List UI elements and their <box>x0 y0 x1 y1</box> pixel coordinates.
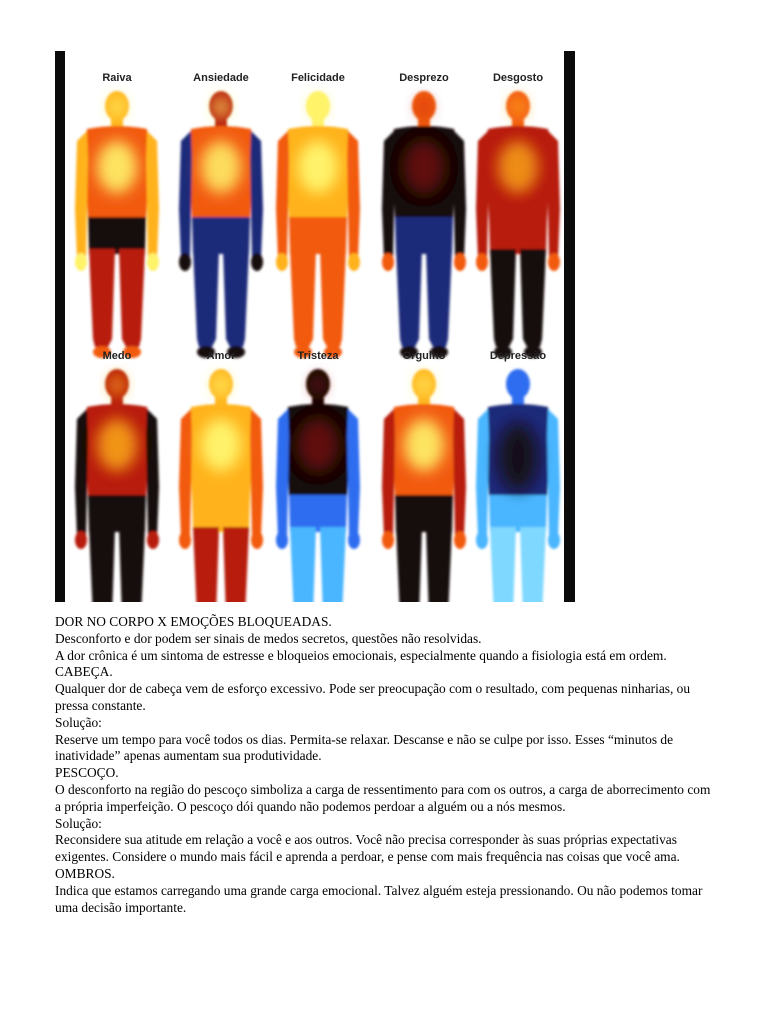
body-part-leg-r <box>119 527 145 602</box>
article-text <box>55 614 715 916</box>
body-part-leg-r <box>119 249 145 347</box>
body-silhouette-medo <box>75 369 159 602</box>
body-part-hand-l <box>382 531 394 549</box>
body-part-arm-r <box>453 131 466 259</box>
body-part-hand-r <box>147 253 159 271</box>
body-part-leg-l <box>290 249 316 347</box>
body-part-arm-r <box>347 409 360 537</box>
body-silhouette-ansiedade <box>179 91 263 358</box>
chest-heat-glow <box>201 419 241 471</box>
head-heat-glow <box>212 374 230 396</box>
head-solution-label: Solução: <box>55 714 102 730</box>
body-part-hand-l <box>179 253 191 271</box>
chest-heat-glow <box>498 141 538 193</box>
emotion-label-amor: Amor <box>206 350 236 362</box>
chest-heat-glow <box>404 141 444 193</box>
body-part-arm-r <box>250 409 263 537</box>
body-part-arm-r <box>146 131 159 259</box>
body-part-leg-r <box>426 527 452 602</box>
body-part-hips <box>489 217 547 254</box>
body-part-hand-r <box>251 253 263 271</box>
body-part-hand-r <box>147 531 159 549</box>
body-part-hand-l <box>179 531 191 549</box>
emotion-label-depressao: Depressão <box>489 350 547 362</box>
head-solution-paragraph: Reserve um tempo para você todos os dias. Permita-se relaxar. Descanse e não se culpe por isso. Esses “minutos de inatividade” apenas aumentam sua produtividade. <box>55 731 674 764</box>
emotion-label-tristeza: Tristeza <box>297 350 339 362</box>
body-part-leg-l <box>490 527 516 602</box>
body-part-leg-l <box>396 249 422 347</box>
head-heat-glow <box>415 374 433 396</box>
emotion-label-raiva: Raiva <box>102 72 132 84</box>
head-heat-glow <box>108 96 126 118</box>
body-part-hips <box>88 217 146 254</box>
body-silhouette-orgulho <box>382 369 466 602</box>
body-part-hand-r <box>454 531 466 549</box>
neck-solution-paragraph: Reconsidere sua atitude em relação a você e aos outros. Você não precisa corresponder às suas próprias expectativas exigentes. Considere o mundo mais fácil e aprenda a perdoar, e pense com mais frequência nas coisas que você ama. <box>55 832 680 865</box>
head-heat-glow <box>309 96 327 118</box>
section-heading-head: CABEÇA. <box>55 664 113 680</box>
body-part-arm-l <box>179 131 192 259</box>
body-part-leg-r <box>320 249 346 347</box>
body-part-hips <box>395 495 453 532</box>
body-part-arm-l <box>276 131 289 259</box>
body-part-hand-l <box>75 531 87 549</box>
body-silhouette-tristeza <box>276 369 360 602</box>
body-part-hips <box>192 217 250 254</box>
body-silhouette-depressao <box>476 369 560 602</box>
body-part-leg-r <box>520 249 546 347</box>
body-part-arm-r <box>547 131 560 259</box>
body-part-arm-l <box>382 131 395 259</box>
body-part-hand-l <box>276 253 288 271</box>
body-part-hand-l <box>276 531 288 549</box>
body-part-hips <box>289 217 347 254</box>
body-part-hips <box>192 495 250 532</box>
body-part-arm-l <box>476 131 489 259</box>
body-part-arm-r <box>547 409 560 537</box>
head-heat-glow <box>509 96 527 118</box>
body-silhouette-desgosto <box>476 91 560 358</box>
article-title: DOR NO CORPO X EMOÇÕES BLOQUEADAS. <box>55 614 332 629</box>
emotion-label-desgosto: Desgosto <box>492 72 544 84</box>
body-part-hand-r <box>348 531 360 549</box>
body-part-hips <box>489 495 547 532</box>
chest-cold-core <box>498 423 538 491</box>
body-part-leg-r <box>520 527 546 602</box>
head-heat-glow <box>309 374 327 396</box>
body-part-hand-r <box>548 531 560 549</box>
body-part-hand-l <box>75 253 87 271</box>
intro-paragraph-2: A dor crônica é um sintoma de estresse e bloqueios emocionais, especialmente quando a fisiologia está em ordem. <box>55 647 667 663</box>
body-part-arm-l <box>382 409 395 537</box>
body-map-figure <box>55 51 575 602</box>
body-part-hand-r <box>251 531 263 549</box>
body-silhouette-raiva <box>75 91 159 358</box>
body-part-arm-l <box>75 131 88 259</box>
body-part-hips <box>395 217 453 254</box>
section-heading-shoulders: OMBROS. <box>55 865 115 881</box>
shoulders-paragraph: Indica que estamos carregando uma grande carga emocional. Talvez alguém esteja pressionando. Ou não podemos tomar uma decisão importante. <box>55 882 703 915</box>
body-part-leg-l <box>89 527 115 602</box>
body-silhouette-felicidade <box>276 91 360 358</box>
body-silhouette-desprezo <box>382 91 466 358</box>
body-part-leg-l <box>193 249 219 347</box>
head-heat-glow <box>212 96 230 118</box>
neck-solution-label: Solução: <box>55 815 102 831</box>
body-part-hips <box>289 495 347 532</box>
body-part-hand-l <box>476 253 488 271</box>
body-part-hand-r <box>348 253 360 271</box>
body-part-leg-l <box>490 249 516 347</box>
head-paragraph: Qualquer dor de cabeça vem de esforço excessivo. Pode ser preocupação com o resultado, com pequenas ninharias, ou pressa constante. <box>55 681 691 713</box>
body-part-hand-r <box>454 253 466 271</box>
body-part-arm-l <box>476 409 489 537</box>
head-heat-glow <box>108 374 126 396</box>
chest-heat-glow <box>298 141 338 193</box>
body-part-arm-r <box>347 131 360 259</box>
body-part-hips <box>88 495 146 532</box>
section-heading-neck: PESCOÇO. <box>55 765 119 781</box>
body-part-arm-r <box>453 409 466 537</box>
emotion-label-felicidade: Felicidade <box>291 72 345 84</box>
body-part-hand-l <box>476 531 488 549</box>
emotion-label-medo: Medo <box>102 350 132 362</box>
body-part-leg-r <box>223 527 249 602</box>
emotion-label-orgulho: Orgulho <box>402 350 446 362</box>
chest-heat-glow <box>97 141 137 193</box>
head-heat-glow <box>415 96 433 118</box>
emotion-label-desprezo: Desprezo <box>399 72 449 84</box>
body-part-leg-r <box>426 249 452 347</box>
emotion-label-ansiedade: Ansiedade <box>193 72 249 84</box>
body-part-leg-l <box>290 527 316 602</box>
body-part-arm-l <box>276 409 289 537</box>
body-silhouette-amor <box>179 369 263 602</box>
body-part-head <box>506 369 530 399</box>
body-part-leg-r <box>223 249 249 347</box>
body-part-hand-r <box>548 253 560 271</box>
body-part-leg-l <box>396 527 422 602</box>
chest-heat-glow <box>404 419 444 471</box>
body-part-arm-l <box>179 409 192 537</box>
body-part-leg-l <box>89 249 115 347</box>
chest-heat-glow <box>201 141 241 193</box>
chest-heat-glow <box>298 419 338 471</box>
intro-paragraph-1: Desconforto e dor podem ser sinais de medos secretos, questões não resolvidas. <box>55 630 482 646</box>
body-part-arm-r <box>146 409 159 537</box>
body-map-illustration <box>55 51 575 602</box>
chest-heat-glow <box>97 419 137 471</box>
body-part-hand-l <box>382 253 394 271</box>
body-part-arm-r <box>250 131 263 259</box>
neck-paragraph: O desconforto na região do pescoço simboliza a carga de ressentimento para com os outros, a carga de aborrecimento com a própria imperfeição. O pescoço dói quando não podemos perdoar a alguém ou a nós mesmos. <box>55 781 711 814</box>
body-part-arm-l <box>75 409 88 537</box>
body-part-leg-r <box>320 527 346 602</box>
body-part-leg-l <box>193 527 219 602</box>
